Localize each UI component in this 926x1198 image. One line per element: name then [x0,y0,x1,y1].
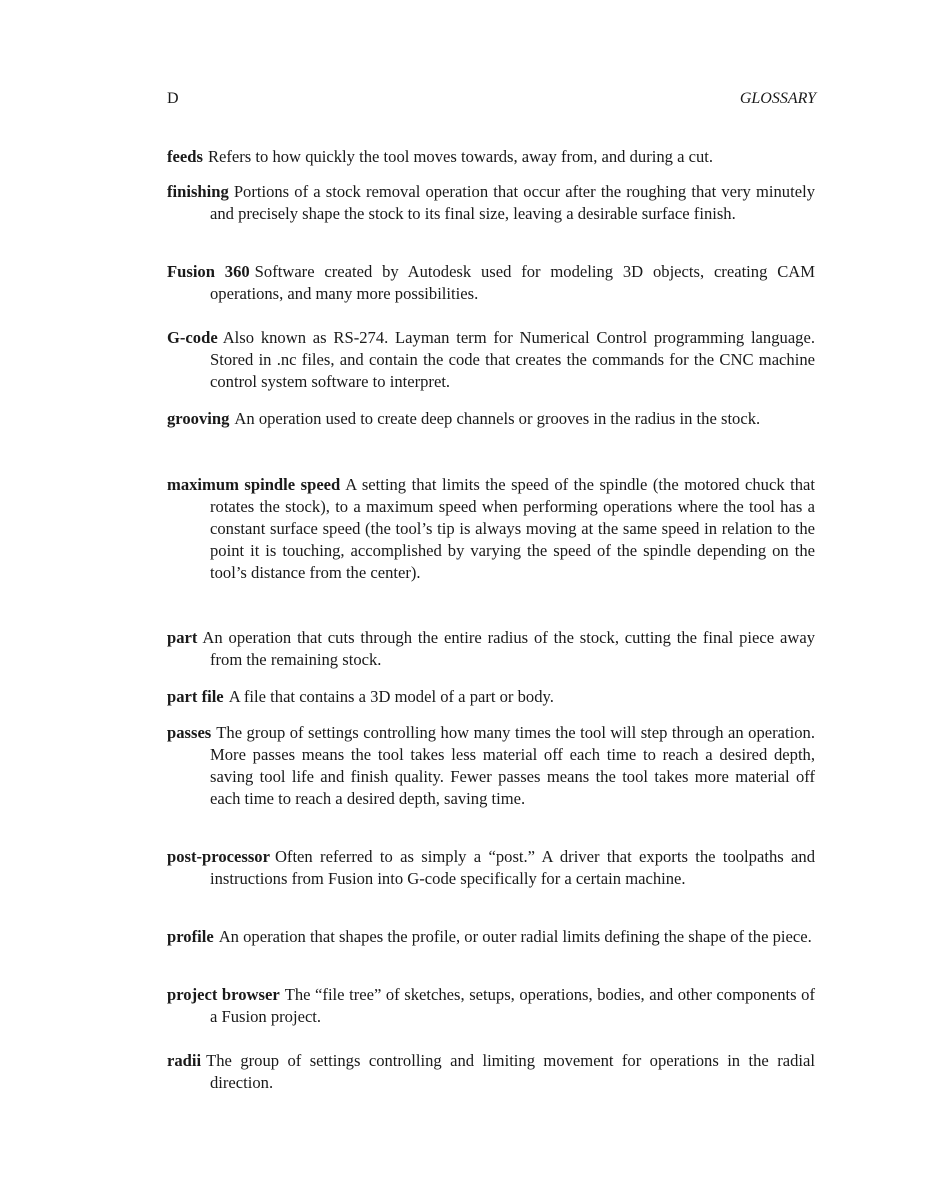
page-header-section-letter: D [167,90,179,107]
glossary-definition: Refers to how quickly the tool moves towards, away from, and during a cut. [207,147,714,166]
glossary-definition: The group of settings controlling and limiting movement for operations in the radial direction. [206,1051,815,1092]
glossary-entry [167,984,815,1028]
glossary-term: feeds [167,147,203,166]
glossary-entry [167,846,815,890]
glossary-definition: An operation used to create deep channels or grooves in the radius in the stock. [234,409,761,428]
glossary-term: profile [167,927,214,946]
glossary-definition: An operation that cuts through the entire radius of the stock, cutting the final piece away from the remaining stock. [202,628,815,669]
glossary-term: project browser [167,985,280,1004]
glossary-term: grooving [167,409,230,428]
glossary-term: passes [167,723,212,742]
glossary-definition: Portions of a stock removal operation that occur after the roughing that very minutely and precisely shape the stock to its final size, leaving a desirable surface finish. [210,182,815,223]
glossary-term: radii [167,1051,202,1070]
glossary-definition: Also known as RS-274. Layman term for Numerical Control programming language. Stored in .nc files, and contain the code that creates the commands for the CNC machine control system software to interpret. [210,328,815,391]
glossary-term: G-code [167,328,218,347]
glossary-definition: A setting that limits the speed of the spindle (the motored chuck that rotates the stock), to a maximum speed when performing operations where the tool has a constant surface speed (the tool’s tip is always moving at the same speed in relation to the point it is touching, accomplished by varying the speed of the spindle depending on the tool’s distance from the center). [210,475,815,582]
glossary-term: maximum spindle speed [167,475,341,494]
glossary-definition: Often referred to as simply a “post.” A driver that exports the toolpaths and instructions from Fusion into G-code specifically for a certain machine. [210,847,815,888]
glossary-definition: The “file tree” of sketches, setups, operations, bodies, and other components of a Fusion project. [210,985,815,1026]
glossary-definition: The group of settings controlling how many times the tool will step through an operation. More passes means the tool takes less material off each time to reach a desired depth, saving tool life and finish quality. Fewer passes means the tool takes more material off each time to reach a desired depth, saving time. [210,723,815,808]
glossary-entry [167,627,815,671]
glossary-definition: An operation that shapes the profile, or outer radial limits defining the shape of the piece. [218,927,812,946]
glossary-entry [167,408,815,430]
page-header-title: GLOSSARY [739,90,816,107]
glossary-term: part [167,628,198,647]
glossary-definition: A file that contains a 3D model of a part or body. [228,687,554,706]
glossary-term: finishing [167,182,229,201]
glossary-term: Fusion 360 [167,262,250,281]
glossary-entry [167,686,815,708]
glossary-entry [167,261,815,305]
glossary-term: post-processor [167,847,270,866]
glossary-entry [167,722,815,810]
glossary-entry [167,926,815,948]
glossary-term: part file [167,687,224,706]
glossary-entry [167,146,815,168]
glossary-definition: Software created by Autodesk used for modeling 3D objects, creating CAM operations, and many more possibilities. [210,262,815,303]
glossary-entry [167,1050,815,1094]
glossary-entry [167,474,815,584]
glossary-entry [167,327,815,393]
glossary-entry [167,181,815,225]
